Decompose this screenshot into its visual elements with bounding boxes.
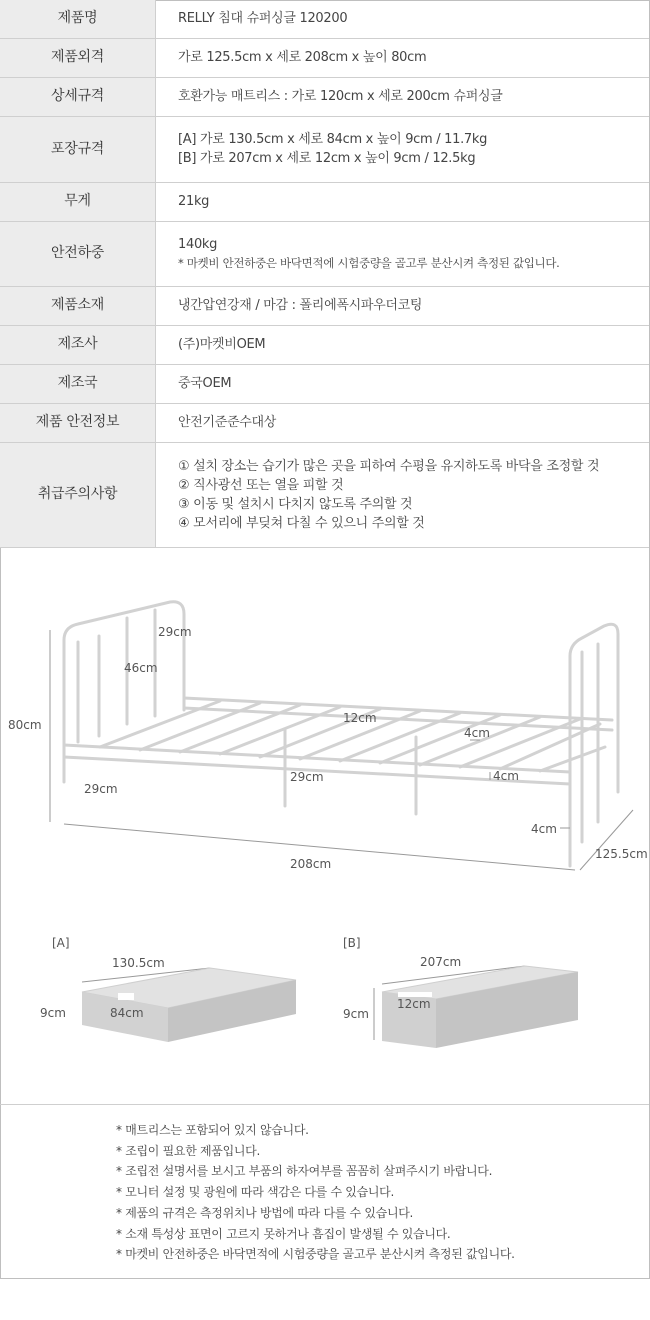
dim-leg-height-left: 29cm: [84, 782, 118, 796]
spec-key: 제품외격: [0, 38, 156, 77]
dim-length: 208cm: [290, 857, 332, 871]
spec-key: 제품명: [0, 0, 156, 38]
spec-value: ① 설치 장소는 습기가 많은 곳을 피하여 수평을 유지하도록 바닥을 조정할 것 ② 직사광선 또는 열을 피할 것 ③ 이동 및 설치시 다치지 않도록 주의할 것 ④ 모서리에 부딪쳐 다칠 수 있으니 주의할 것: [156, 442, 650, 547]
spec-value: 가로 125.5cm x 세로 208cm x 높이 80cm: [156, 38, 650, 77]
notice-item: * 마켓비 안전하중은 바닥면적에 시험중량을 골고루 분산시켜 측정된 값입니다.: [116, 1247, 515, 1262]
box-a: [82, 968, 296, 1042]
spec-key: 제품소재: [0, 286, 156, 325]
spec-row-caution: [0, 442, 649, 547]
spec-value: 안전기준준수대상: [156, 403, 650, 442]
notice-section: [0, 1104, 649, 1278]
spec-value: 21kg: [156, 182, 650, 221]
notice-item: * 조립이 필요한 제품입니다.: [116, 1143, 260, 1158]
dim-width: 125.5cm: [595, 847, 648, 861]
box-b-depth: 12cm: [397, 997, 431, 1011]
spec-key: 제조사: [0, 325, 156, 364]
spec-value: RELLY 침대 슈퍼싱글 120200: [156, 0, 650, 38]
spec-value: 호환가능 매트리스 : 가로 120cm x 세로 200cm 슈퍼싱글: [156, 77, 650, 116]
spec-row-load: [0, 221, 649, 286]
bed-drawing: [0, 552, 649, 1104]
spec-value: [A] 가로 130.5cm x 세로 84cm x 높이 9cm / 11.7kg [B] 가로 207cm x 세로 12cm x 높이 9cm / 12.5kg: [156, 116, 650, 182]
box-a-height: 9cm: [40, 1006, 66, 1020]
spec-key: 제품 안전정보: [0, 403, 156, 442]
spec-key: 취급주의사항: [0, 442, 156, 547]
box-b-tag: [B]: [343, 936, 361, 950]
product-diagram: [0, 552, 649, 1104]
notice-item: * 소재 특성상 표면이 고르지 못하거나 흠집이 발생될 수 있습니다.: [116, 1226, 451, 1241]
spec-value: 냉간압연강재 / 마감 : 폴리에폭시파우더코팅: [156, 286, 650, 325]
spec-row-package: [0, 116, 649, 182]
spec-row-outer-size: [0, 38, 649, 77]
spec-row-weight: [0, 182, 649, 221]
dim-total-height: 80cm: [8, 718, 42, 732]
spec-table: [0, 0, 649, 548]
box-a-depth: 84cm: [110, 1006, 144, 1020]
notice-item: * 조립전 설명서를 보시고 부품의 하자여부를 꼼꼼히 살펴주시기 바랍니다.: [116, 1164, 493, 1179]
box-a-width: 130.5cm: [112, 956, 165, 970]
dim-slat-gap: 12cm: [343, 711, 377, 725]
notice-list: [116, 1120, 515, 1265]
spec-row-detail: [0, 77, 649, 116]
dim-frame-bottom: 4cm: [493, 769, 519, 783]
notice-item: * 제품의 규격은 측정위치나 방법에 따라 다를 수 있습니다.: [116, 1205, 414, 1220]
spec-value: 중국OEM: [156, 364, 650, 403]
spec-key: 무게: [0, 182, 156, 221]
spec-key: 상세규격: [0, 77, 156, 116]
notice-item: * 모니터 설정 및 광원에 따라 색감은 다를 수 있습니다.: [116, 1185, 394, 1200]
dim-headboard-width: 29cm: [158, 625, 192, 639]
spec-key: 제조국: [0, 364, 156, 403]
dim-leg-width: 4cm: [531, 822, 557, 836]
dim-headboard-height: 46cm: [124, 661, 158, 675]
spec-key: 안전하중: [0, 221, 156, 286]
spec-row-name: [0, 0, 649, 38]
box-b-width: 207cm: [420, 955, 462, 969]
spec-value: 140kg * 마켓비 안전하중은 바닥면적에 시험중량을 골고루 분산시켜 측정된 값입니다.: [156, 221, 650, 286]
dim-frame-top: 4cm: [464, 726, 490, 740]
dim-leg-height-center: 29cm: [290, 770, 324, 784]
spec-key: 포장규격: [0, 116, 156, 182]
spec-row-maker: [0, 325, 649, 364]
spec-row-country: [0, 364, 649, 403]
box-a-tag: [A]: [52, 936, 70, 950]
spec-row-material: [0, 286, 649, 325]
spec-value: (주)마켓비OEM: [156, 325, 650, 364]
notice-item: * 매트리스는 포함되어 있지 않습니다.: [116, 1123, 309, 1137]
spec-row-safety: [0, 403, 649, 442]
box-b-height: 9cm: [343, 1007, 369, 1021]
